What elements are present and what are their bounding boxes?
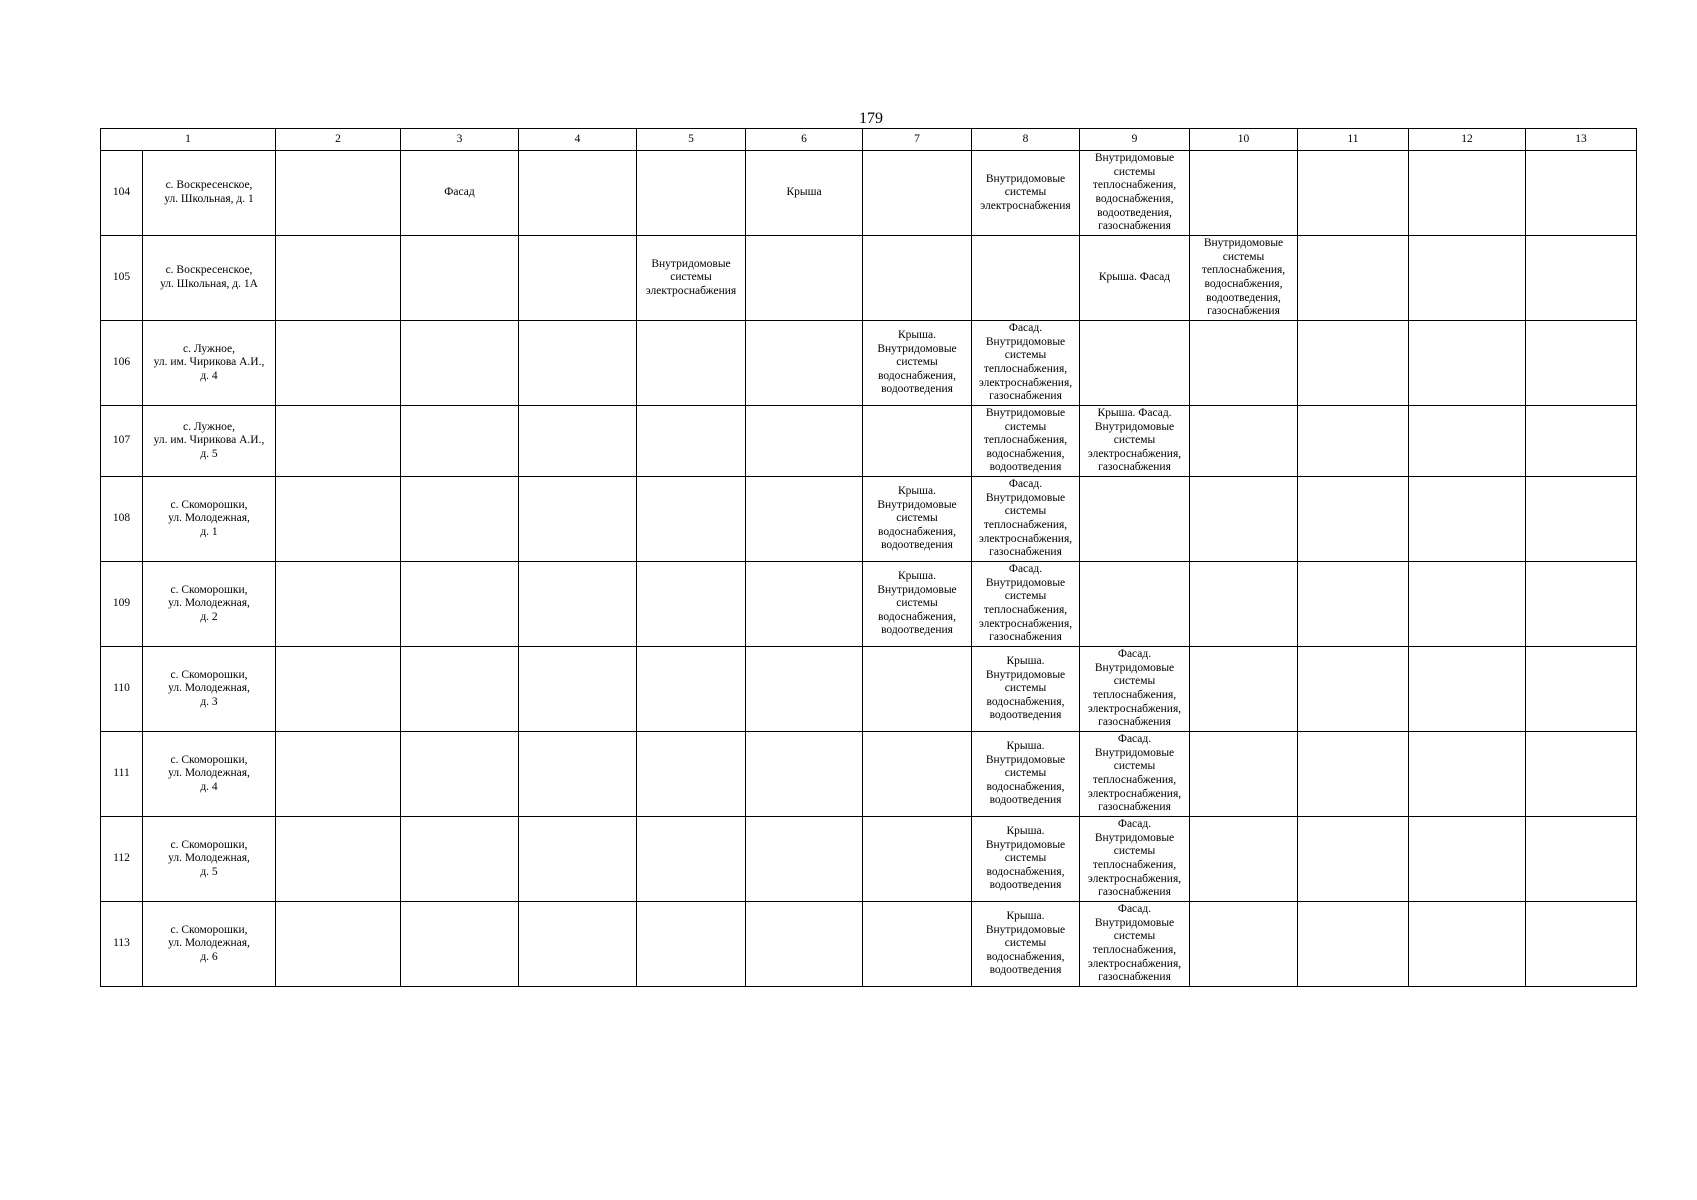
table-row: [101, 477, 1637, 562]
col-12-cell: [1409, 406, 1526, 477]
col-13-cell: [1526, 647, 1637, 732]
col-6-cell: [746, 236, 863, 321]
col-10-cell: Внутридомовые системы теплоснабжения, водоснабжения, водоотведения, газоснабжения: [1190, 236, 1298, 321]
col-7-cell: [863, 236, 972, 321]
col-2-cell: [276, 406, 401, 477]
col-12-cell: [1409, 321, 1526, 406]
col-2-cell: [276, 236, 401, 321]
col-2-cell: [276, 647, 401, 732]
col-13-cell: [1526, 902, 1637, 987]
col-2-cell: [276, 817, 401, 902]
col-9-cell: [1080, 477, 1190, 562]
col-11-cell: [1298, 321, 1409, 406]
col-11-cell: [1298, 817, 1409, 902]
col-7-cell: [863, 406, 972, 477]
col-9-cell: [1080, 562, 1190, 647]
col-13-cell: [1526, 562, 1637, 647]
col-13-cell: [1526, 477, 1637, 562]
table-row: [101, 817, 1637, 902]
table-row: [101, 732, 1637, 817]
column-header: 3: [401, 129, 519, 151]
column-header: 8: [972, 129, 1080, 151]
col-4-cell: [519, 732, 637, 817]
col-5-cell: [637, 477, 746, 562]
col-7-cell: [863, 902, 972, 987]
col-11-cell: [1298, 477, 1409, 562]
address-cell: с. Скоморошки, ул. Молодежная, д. 1: [143, 477, 276, 562]
col-9-cell: Фасад. Внутридомовые системы теплоснабжения, электроснабжения, газоснабжения: [1080, 647, 1190, 732]
col-5-cell: Внутридомовые системы электроснабжения: [637, 236, 746, 321]
col-13-cell: [1526, 732, 1637, 817]
col-2-cell: [276, 902, 401, 987]
column-header: 10: [1190, 129, 1298, 151]
col-10-cell: [1190, 902, 1298, 987]
col-3-cell: [401, 321, 519, 406]
col-6-cell: [746, 562, 863, 647]
col-7-cell: [863, 817, 972, 902]
col-10-cell: [1190, 151, 1298, 236]
column-header: 6: [746, 129, 863, 151]
col-8-cell: Крыша. Внутридомовые системы водоснабжения, водоотведения: [972, 817, 1080, 902]
col-3-cell: [401, 562, 519, 647]
col-5-cell: [637, 732, 746, 817]
col-7-cell: [863, 647, 972, 732]
col-6-cell: [746, 732, 863, 817]
col-10-cell: [1190, 321, 1298, 406]
col-11-cell: [1298, 647, 1409, 732]
col-4-cell: [519, 902, 637, 987]
address-cell: с. Скоморошки, ул. Молодежная, д. 2: [143, 562, 276, 647]
col-3-cell: [401, 902, 519, 987]
col-9-cell: Крыша. Фасад. Внутридомовые системы электроснабжения, газоснабжения: [1080, 406, 1190, 477]
col-2-cell: [276, 321, 401, 406]
col-7-cell: Крыша. Внутридомовые системы водоснабжения, водоотведения: [863, 562, 972, 647]
col-5-cell: [637, 902, 746, 987]
col-5-cell: [637, 647, 746, 732]
table-row: [101, 321, 1637, 406]
row-number-cell: 110: [101, 647, 143, 732]
address-cell: с. Скоморошки, ул. Молодежная, д. 4: [143, 732, 276, 817]
table-row: [101, 236, 1637, 321]
schedule-table: [100, 128, 1637, 987]
row-number-cell: 108: [101, 477, 143, 562]
table-row: [101, 647, 1637, 732]
col-7-cell: Крыша. Внутридомовые системы водоснабжения, водоотведения: [863, 321, 972, 406]
col-12-cell: [1409, 477, 1526, 562]
col-8-cell: Фасад. Внутридомовые системы теплоснабжения, электроснабжения, газоснабжения: [972, 321, 1080, 406]
column-header: 9: [1080, 129, 1190, 151]
col-4-cell: [519, 321, 637, 406]
column-header: 2: [276, 129, 401, 151]
col-10-cell: [1190, 406, 1298, 477]
col-7-cell: Крыша. Внутридомовые системы водоснабжения, водоотведения: [863, 477, 972, 562]
col-12-cell: [1409, 151, 1526, 236]
col-4-cell: [519, 647, 637, 732]
col-7-cell: [863, 151, 972, 236]
col-3-cell: [401, 647, 519, 732]
col-8-cell: Внутридомовые системы теплоснабжения, водоснабжения, водоотведения: [972, 406, 1080, 477]
col-12-cell: [1409, 732, 1526, 817]
col-3-cell: [401, 732, 519, 817]
col-8-cell: Крыша. Внутридомовые системы водоснабжения, водоотведения: [972, 647, 1080, 732]
col-9-cell: Фасад. Внутридомовые системы теплоснабжения, электроснабжения, газоснабжения: [1080, 817, 1190, 902]
row-number-cell: 111: [101, 732, 143, 817]
col-4-cell: [519, 236, 637, 321]
col-5-cell: [637, 562, 746, 647]
address-cell: с. Лужное, ул. им. Чирикова А.И., д. 4: [143, 321, 276, 406]
col-5-cell: [637, 151, 746, 236]
col-4-cell: [519, 477, 637, 562]
col-2-cell: [276, 562, 401, 647]
col-10-cell: [1190, 647, 1298, 732]
col-4-cell: [519, 406, 637, 477]
table-body: [101, 129, 1637, 987]
col-3-cell: [401, 236, 519, 321]
col-12-cell: [1409, 902, 1526, 987]
address-cell: с. Воскресенское, ул. Школьная, д. 1: [143, 151, 276, 236]
col-7-cell: [863, 732, 972, 817]
col-11-cell: [1298, 406, 1409, 477]
row-number-cell: 104: [101, 151, 143, 236]
col-6-cell: [746, 902, 863, 987]
column-header: 4: [519, 129, 637, 151]
col-13-cell: [1526, 151, 1637, 236]
col-4-cell: [519, 562, 637, 647]
table-row: [101, 406, 1637, 477]
col-6-cell: [746, 406, 863, 477]
col-6-cell: Крыша: [746, 151, 863, 236]
col-8-cell: [972, 236, 1080, 321]
column-header: 5: [637, 129, 746, 151]
col-11-cell: [1298, 151, 1409, 236]
column-header: 12: [1409, 129, 1526, 151]
col-6-cell: [746, 321, 863, 406]
address-cell: с. Воскресенское, ул. Школьная, д. 1А: [143, 236, 276, 321]
col-6-cell: [746, 647, 863, 732]
row-number-cell: 107: [101, 406, 143, 477]
row-number-cell: 105: [101, 236, 143, 321]
column-header: 7: [863, 129, 972, 151]
address-cell: с. Скоморошки, ул. Молодежная, д. 3: [143, 647, 276, 732]
col-8-cell: Крыша. Внутридомовые системы водоснабжения, водоотведения: [972, 732, 1080, 817]
table-row: [101, 562, 1637, 647]
col-10-cell: [1190, 562, 1298, 647]
col-12-cell: [1409, 562, 1526, 647]
address-cell: с. Лужное, ул. им. Чирикова А.И., д. 5: [143, 406, 276, 477]
table-row: [101, 902, 1637, 987]
row-number-cell: 112: [101, 817, 143, 902]
col-12-cell: [1409, 647, 1526, 732]
col-10-cell: [1190, 817, 1298, 902]
col-9-cell: Крыша. Фасад: [1080, 236, 1190, 321]
col-8-cell: Фасад. Внутридомовые системы теплоснабжения, электроснабжения, газоснабжения: [972, 477, 1080, 562]
col-12-cell: [1409, 817, 1526, 902]
col-10-cell: [1190, 477, 1298, 562]
col-3-cell: [401, 477, 519, 562]
col-12-cell: [1409, 236, 1526, 321]
col-13-cell: [1526, 817, 1637, 902]
col-13-cell: [1526, 321, 1637, 406]
col-8-cell: Фасад. Внутридомовые системы теплоснабжения, электроснабжения, газоснабжения: [972, 562, 1080, 647]
col-5-cell: [637, 321, 746, 406]
col-10-cell: [1190, 732, 1298, 817]
address-cell: с. Скоморошки, ул. Молодежная, д. 6: [143, 902, 276, 987]
col-3-cell: [401, 817, 519, 902]
col-2-cell: [276, 732, 401, 817]
col-5-cell: [637, 817, 746, 902]
col-13-cell: [1526, 236, 1637, 321]
header-row: [101, 129, 1637, 151]
col-3-cell: Фасад: [401, 151, 519, 236]
column-header: 1: [101, 129, 276, 151]
row-number-cell: 113: [101, 902, 143, 987]
col-2-cell: [276, 477, 401, 562]
col-3-cell: [401, 406, 519, 477]
col-13-cell: [1526, 406, 1637, 477]
col-11-cell: [1298, 732, 1409, 817]
col-11-cell: [1298, 562, 1409, 647]
col-4-cell: [519, 817, 637, 902]
col-9-cell: [1080, 321, 1190, 406]
col-5-cell: [637, 406, 746, 477]
col-9-cell: Внутридомовые системы теплоснабжения, водоснабжения, водоотведения, газоснабжения: [1080, 151, 1190, 236]
col-2-cell: [276, 151, 401, 236]
col-4-cell: [519, 151, 637, 236]
col-8-cell: Внутридомовые системы электроснабжения: [972, 151, 1080, 236]
col-6-cell: [746, 477, 863, 562]
col-9-cell: Фасад. Внутридомовые системы теплоснабжения, электроснабжения, газоснабжения: [1080, 902, 1190, 987]
row-number-cell: 106: [101, 321, 143, 406]
column-header: 11: [1298, 129, 1409, 151]
address-cell: с. Скоморошки, ул. Молодежная, д. 5: [143, 817, 276, 902]
column-header: 13: [1526, 129, 1637, 151]
row-number-cell: 109: [101, 562, 143, 647]
table-row: [101, 151, 1637, 236]
page-number: 179: [859, 110, 883, 127]
col-6-cell: [746, 817, 863, 902]
col-9-cell: Фасад. Внутридомовые системы теплоснабжения, электроснабжения, газоснабжения: [1080, 732, 1190, 817]
col-11-cell: [1298, 902, 1409, 987]
col-8-cell: Крыша. Внутридомовые системы водоснабжения, водоотведения: [972, 902, 1080, 987]
col-11-cell: [1298, 236, 1409, 321]
